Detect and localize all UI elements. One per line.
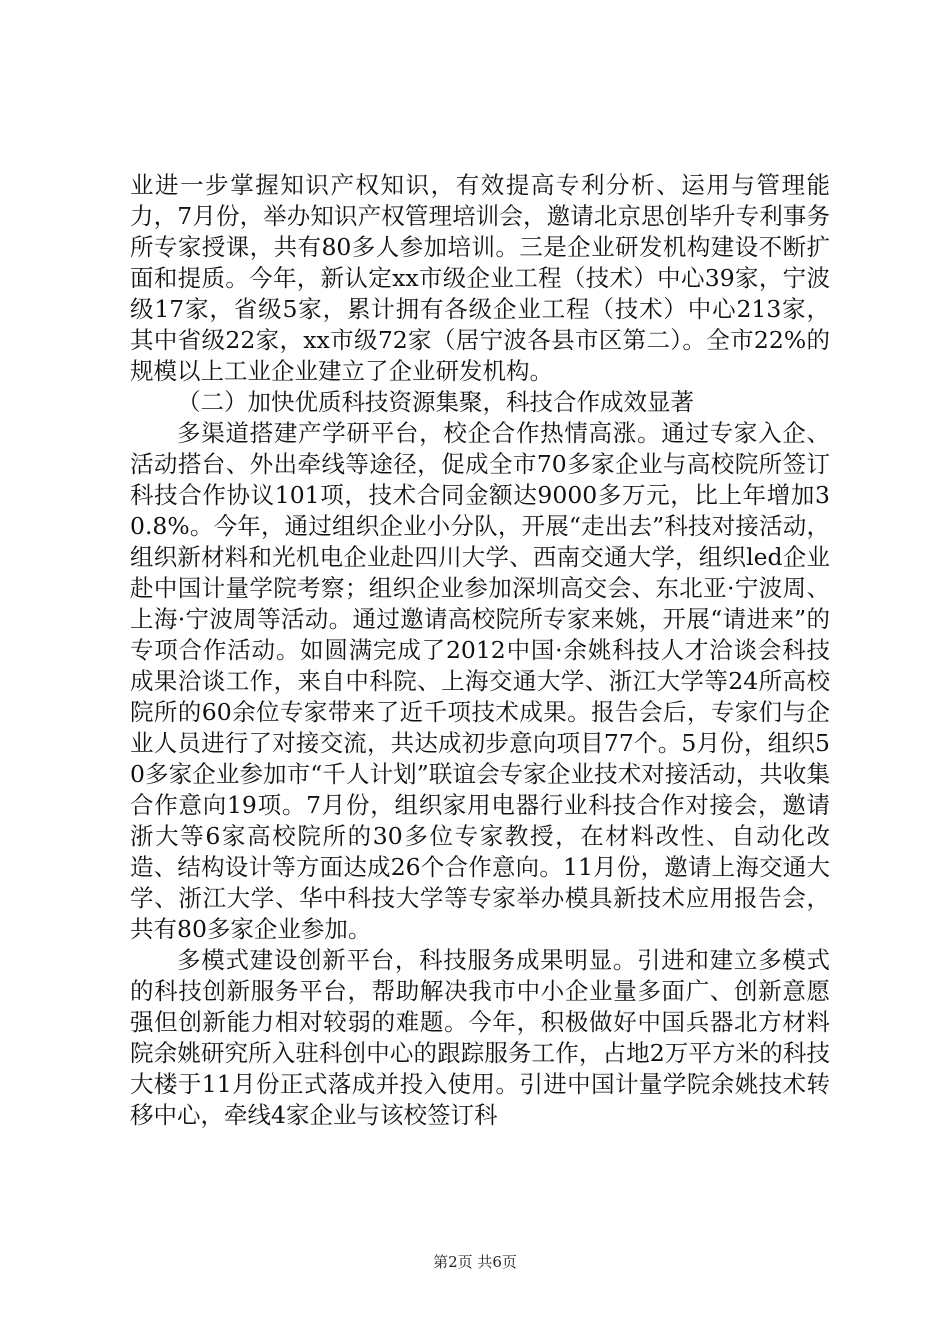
paragraph-continuation: 业进一步掌握知识产权知识，有效提高专利分析、运用与管理能力，7月份，举办知识产权管理培训会，邀请北京思创毕升专利事务所专家授课，共有80多人参加培训。三是企业研发机构建设不断扩面和提质。今年，新认定xx市级企业工程（技术）中心39家，宁波级17家，省级5家，累计拥有各级企业工程（技术）中心213家，其中省级22家，xx市级72家（居宁波各县市区第二）。全市22%的规模以上工业企业建立了企业研发机构。 [130, 171, 830, 385]
page-footer: 第2页 共6页 [433, 1253, 517, 1271]
section-heading: （二）加快优质科技资源集聚，科技合作成效显著 [177, 388, 694, 416]
paragraph-cooperation: 多渠道搭建产学研平台，校企合作热情高涨。通过专家入企、活动搭台、外出牵线等途径，促成全市70多家企业与高校院所签订科技合作协议101项，技术合同金额达9000多万元，比上年增加30.8%。今年，通过组织企业小分队，开展“走出去”科技对接活动，组织新材料和光机电企业赴四川大学、西南交通大学，组织led企业赴中国计量学院考察；组织企业参加深圳高交会、东北亚·宁波周、上海·宁波周等活动。通过邀请高校院所专家来姚，开展“请进来”的专项合作活动。如圆满完成了2012中国·余姚科技人才洽谈会科技成果洽谈工作，来自中科院、上海交通大学、浙江大学等24所高校院所的60余位专家带来了近千项技术成果。报告会后，专家们与企业人员进行了对接交流，共达成初步意向项目77个。5月份，组织50多家企业参加市“千人计划”联谊会专家企业技术对接活动，共收集合作意向19项。7月份，组织家用电器行业科技合作对接会，邀请浙大等6家高校院所的30多位专家教授，在材料改性、自动化改造、结构设计等方面达成26个合作意向。11月份，邀请上海交通大学、浙江大学、华中科技大学等专家举办模具新技术应用报告会，共有80多家企业参加。 [130, 419, 830, 943]
document-body [130, 170, 830, 1131]
paragraph-innovation-platform: 多模式建设创新平台，科技服务成果明显。引进和建立多模式的科技创新服务平台，帮助解决我市中小企业量多面广、创新意愿强但创新能力相对较弱的难题。今年，积极做好中国兵器北方材料院余姚研究所入驻科创中心的跟踪服务工作，占地2万平方米的科技大楼于11月份正式落成并投入使用。引进中国计量学院余姚技术转移中心，牵线4家企业与该校签订科 [130, 946, 830, 1129]
